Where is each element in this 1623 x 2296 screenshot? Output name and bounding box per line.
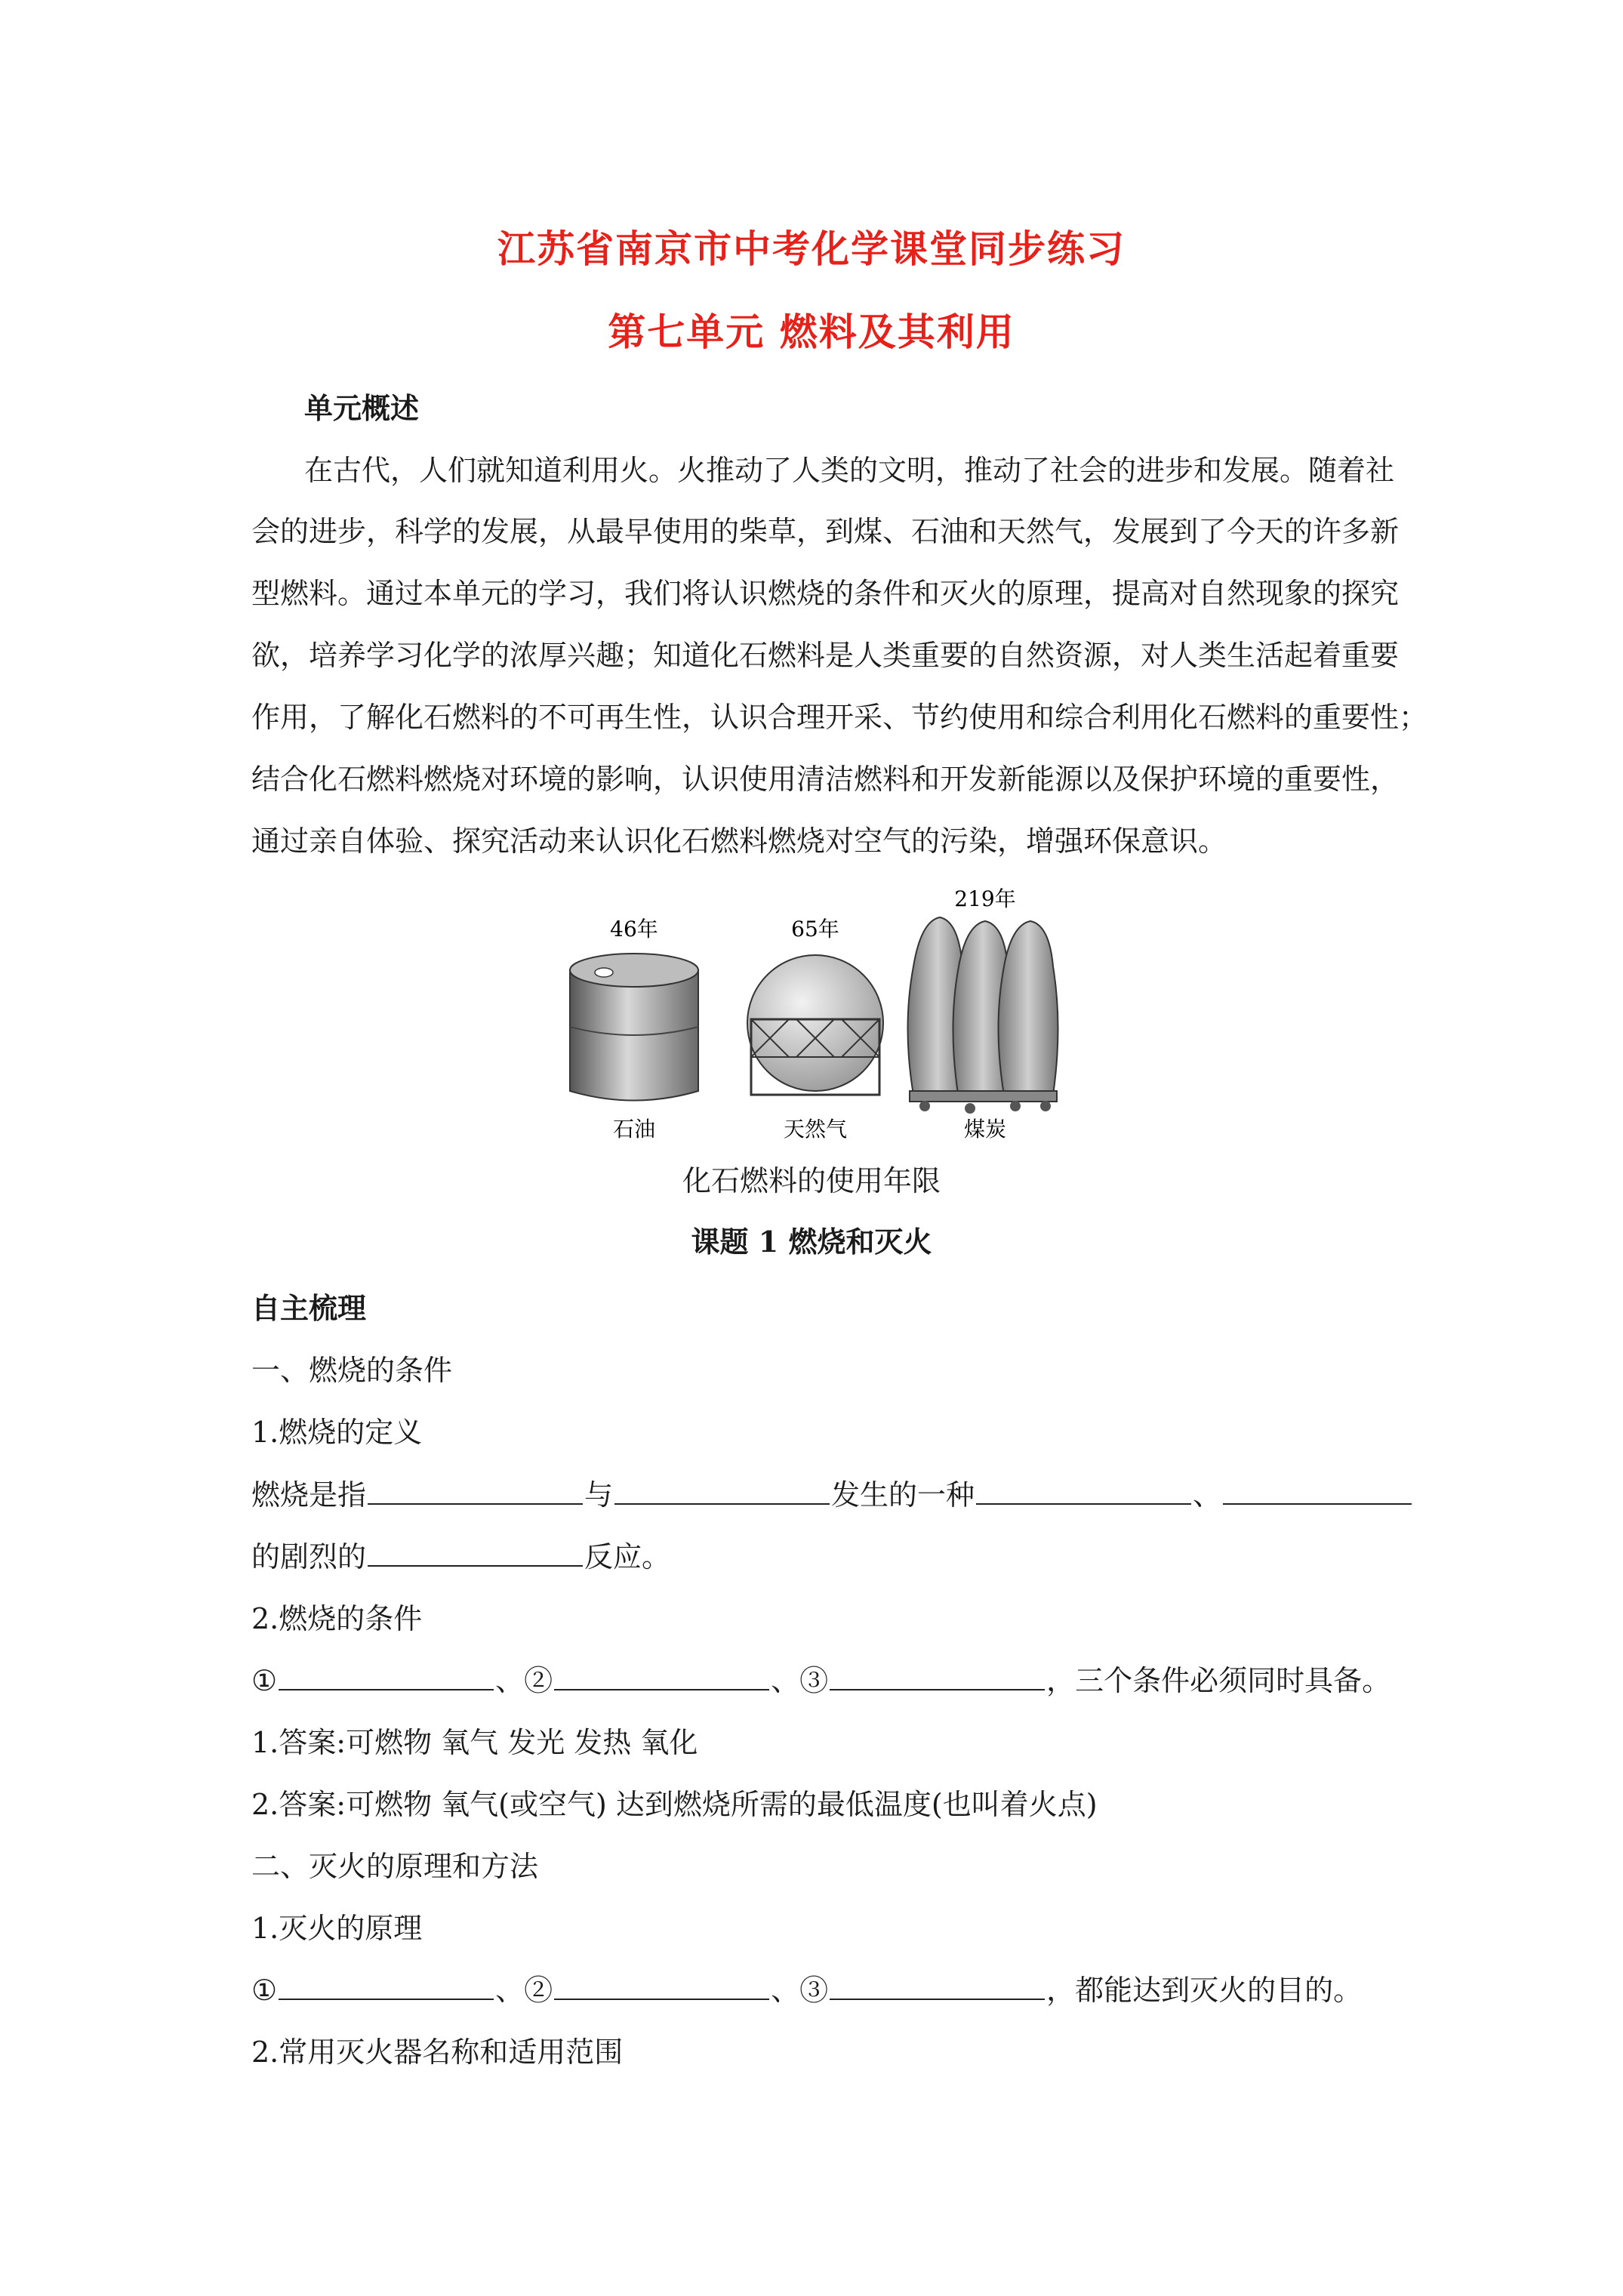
overview-line: 在古代，人们就知道利用火。火推动了人类的文明，推动了社会的进步和发展。随着社 xyxy=(304,454,1395,487)
blank-field[interactable] xyxy=(368,1478,583,1505)
oil-label: 石油 xyxy=(612,1117,656,1142)
oil-years-label: 46年 xyxy=(610,917,658,942)
conditions-line: ① 、② 、③ ，三个条件必须同时具备。 xyxy=(251,1664,1391,1697)
blank-field[interactable] xyxy=(554,1973,769,2000)
oil-tank-icon xyxy=(570,954,698,1101)
blank-field[interactable] xyxy=(279,1663,494,1690)
section-heading: 二、灭火的原理和方法 xyxy=(251,1850,539,1883)
figure-caption: 化石燃料的使用年限 xyxy=(682,1164,941,1197)
overview-line: 型燃料。通过本单元的学习，我们将认识燃烧的条件和灭火的原理，提高对自然现象的探究 xyxy=(251,577,1400,610)
subsection-heading: 1.燃烧的定义 xyxy=(251,1416,423,1449)
coal-years-label: 219年 xyxy=(954,886,1016,911)
overview-heading: 单元概述 xyxy=(304,391,420,425)
gas-sphere-icon xyxy=(747,955,883,1095)
subsection-heading: 2.燃烧的条件 xyxy=(251,1602,423,1635)
answer-2: 2.答案:可燃物 氧气(或空气) 达到燃烧所需的最低温度(也叫着火点) xyxy=(251,1788,1098,1821)
blank-field[interactable] xyxy=(614,1478,830,1505)
answer-1: 1.答案:可燃物 氧气 发光 发热 氧化 xyxy=(251,1726,698,1759)
gas-label: 天然气 xyxy=(783,1117,848,1142)
blank-field[interactable] xyxy=(976,1478,1191,1505)
blank-field[interactable] xyxy=(279,1973,494,2000)
overview-line: 通过亲自体验、探究活动来认识化石燃料燃烧对空气的污染，增强环保意识。 xyxy=(251,824,1227,858)
blank-field[interactable] xyxy=(830,1973,1045,2000)
document-title: 江苏省南京市中考化学课堂同步练习 xyxy=(497,227,1126,271)
definition-line-1: 燃烧是指 与 发生的一种 、 xyxy=(251,1472,1413,1513)
definition-line-2: 的剧烈的 反应。 xyxy=(251,1540,671,1573)
overview-line: 欲，培养学习化学的浓厚兴趣；知道化石燃料是人类重要的自然资源，对人类生活起着重要 xyxy=(251,639,1400,672)
blank-field[interactable] xyxy=(368,1539,583,1567)
gas-years-label: 65年 xyxy=(791,917,839,942)
overview-line: 结合化石燃料燃烧对环境的影响，认识使用清洁燃料和开发新能源以及保护环境的重要性， xyxy=(251,763,1400,796)
coal-label: 煤炭 xyxy=(963,1117,1007,1142)
unit-title: 第七单元 燃料及其利用 xyxy=(608,310,1015,354)
self-study-heading: 自主梳理 xyxy=(251,1291,367,1325)
blank-field[interactable] xyxy=(554,1663,769,1690)
section-heading: 一、燃烧的条件 xyxy=(251,1354,453,1387)
blank-field[interactable] xyxy=(830,1663,1045,1690)
coal-pile-icon xyxy=(908,917,1058,1114)
blank-field[interactable] xyxy=(1223,1478,1412,1505)
lesson-title: 课题 1 燃烧和灭火 xyxy=(691,1225,932,1259)
subsection-heading: 2.常用灭火器名称和适用范围 xyxy=(251,2036,624,2069)
overview-line: 会的进步，科学的发展，从最早使用的柴草，到煤、石油和天然气，发展到了今天的许多新 xyxy=(251,515,1400,548)
fossil-fuel-figure xyxy=(559,876,1072,1148)
subsection-heading: 1.灭火的原理 xyxy=(251,1912,423,1945)
extinguish-line: ① 、② 、③ ，都能达到灭火的目的。 xyxy=(251,1974,1363,2007)
overview-line: 作用，了解化石燃料的不可再生性，认识合理开采、节约使用和综合利用化石燃料的重要性； xyxy=(251,701,1428,734)
